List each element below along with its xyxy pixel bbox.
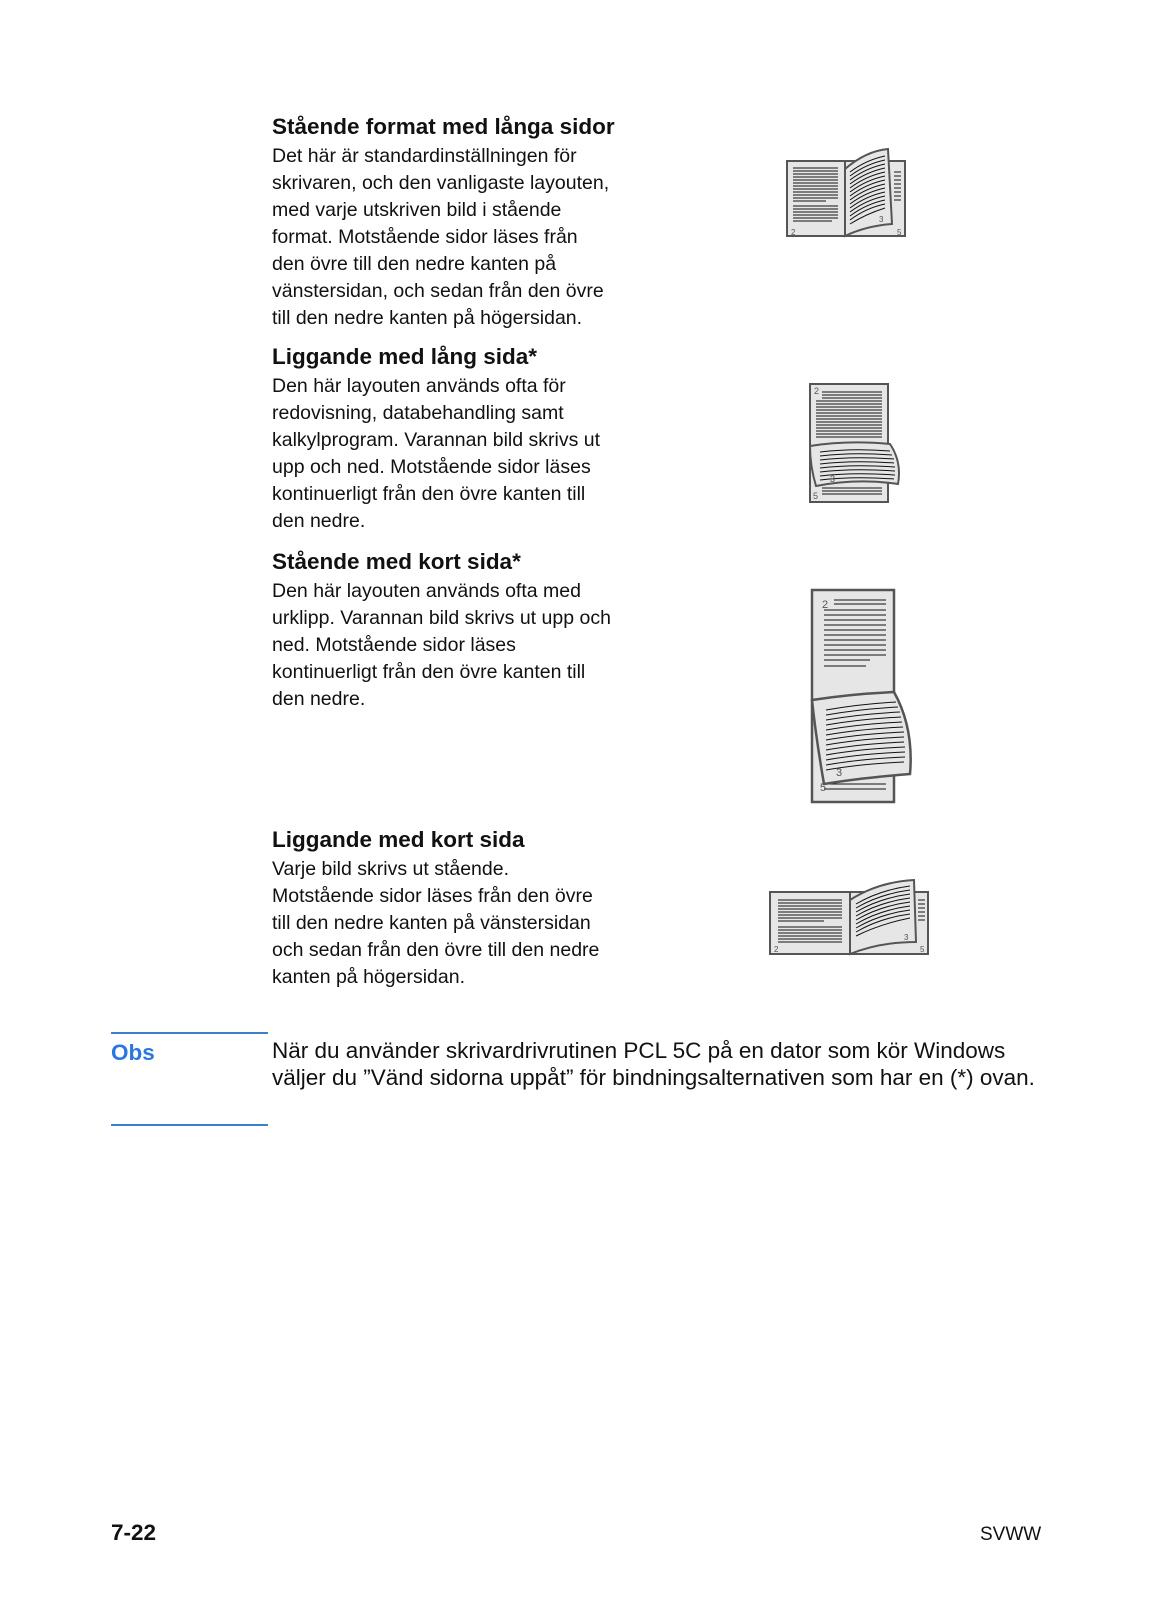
page-number-label: 3: [830, 474, 836, 484]
section-long-edge-landscape: [272, 343, 672, 535]
section-body: Varje bild skrivs ut stående. Motstående sidor läses från den övre till den nedre kanten på vänstersidan och sedan från den övre till den nedre kanten på högersidan.: [272, 858, 600, 988]
section-heading: Liggande med kort sida: [272, 827, 525, 852]
page-number-label: 5: [813, 491, 819, 501]
page-number-label: 2: [791, 228, 796, 237]
figure-short-edge-portrait: [810, 588, 920, 808]
section-short-edge-landscape: [272, 826, 672, 991]
page-number-label: 5: [820, 782, 827, 794]
page-number-label: 3: [836, 767, 843, 779]
section-body: Den här layouten används ofta för redovisning, databehandling samt kalkylprogram. Varannan bild skrivs ut upp och ned. Motstående sidor läses kontinuerligt från den övre kanten till den nedre.: [272, 375, 601, 532]
page-number-label: 5: [897, 228, 902, 237]
section-heading: Stående med kort sida*: [272, 549, 521, 574]
section-heading: Liggande med lång sida*: [272, 344, 538, 369]
section-short-edge-portrait: [272, 548, 672, 713]
page-number-label: 3: [879, 215, 884, 224]
section-body: Det här är standardinställningen för skrivaren, och den vanligaste layouten, med varje utskriven bild i stående format. Motstående sidor läses från den övre till den nedre kanten på vänstersidan, och sedan från den övre till den nedre kanten på högersidan.: [272, 145, 610, 329]
figure-long-edge-portrait: [786, 148, 910, 242]
section-long-edge-portrait: [272, 113, 672, 332]
section-body: Den här layouten används ofta med urklipp. Varannan bild skrivs ut upp och ned. Motstående sidor läses kontinuerligt från den övre kanten till den nedre.: [272, 580, 611, 710]
figure-long-edge-landscape: [808, 382, 904, 508]
page-number-label: 3: [904, 933, 909, 942]
page-number-label: 2: [814, 386, 820, 396]
note-bottom-rule: [111, 1124, 268, 1126]
note-label: Obs: [111, 1040, 155, 1065]
note-top-rule: [111, 1032, 268, 1034]
figure-short-edge-landscape: [768, 878, 932, 960]
section-heading: Stående format med långa sidor: [272, 114, 615, 139]
page-number-label: 5: [920, 945, 925, 954]
page-number-label: 2: [822, 599, 829, 611]
page-number-label: 2: [774, 945, 779, 954]
note-text: När du använder skrivardrivrutinen PCL 5C på en dator som kör Windows väljer du ”Vänd sidorna uppåt” för bindningsalternativen som har en (*) ovan.: [272, 1038, 1035, 1090]
page-number: 7-22: [111, 1520, 157, 1545]
footer-label: SVWW: [980, 1524, 1042, 1545]
